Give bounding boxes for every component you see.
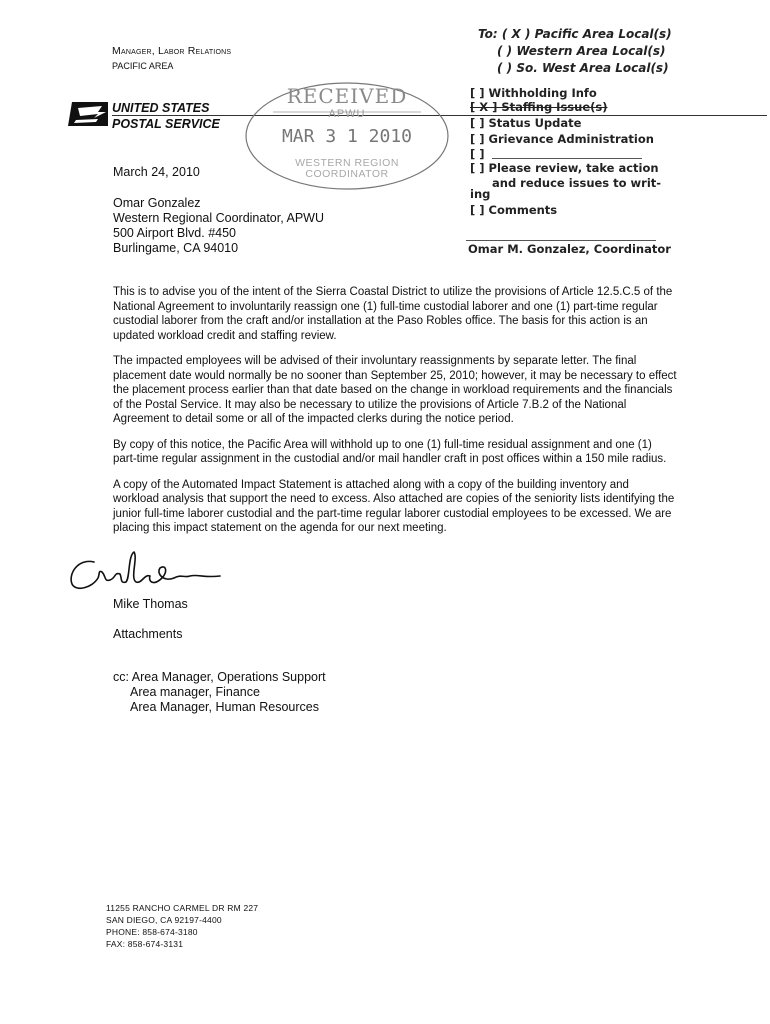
routing-check-withholding: [ ] Withholding Info: [470, 86, 597, 100]
body-paragraph: A copy of the Automated Impact Statement is attached along with a copy of the building inventory and workload analysis that support the need to excess. Also attached are copies of the seniority lists identifying the junior full-time laborer custodial and the part-time regular laborer custodial employees to be excessed. We are placing this impact statement on the agenda for our next meeting.: [113, 478, 675, 534]
routing-to-pacific: To: ( X ) Pacific Area Local(s): [478, 27, 672, 41]
usps-wordmark: [112, 101, 220, 132]
footer-line: 11255 RANCHO CARMEL DR RM 227: [106, 903, 259, 913]
manager-title: Manager, Labor Relations: [112, 45, 232, 57]
usps-wordmark-line2: POSTAL SERVICE: [112, 117, 220, 131]
usps-wordmark-line1: UNITED STATES: [112, 101, 210, 115]
body-paragraph: The impacted employees will be advised of their involuntary reassignments by separate letter. The final placement date would normally be no sooner than September 25, 2010; however, it may be necessary to effect the placement process earlier than that date based on the change in workload requirements and the financials of the Postal Service. It may also be necessary to utilize the provisions of Article 7.B.2 of the National Agreement to detail some or all of the impacted clerks during the notice period.: [113, 355, 677, 425]
routing-check-grievance: [ ] Grievance Administration: [470, 132, 654, 146]
recipient-address: [113, 196, 324, 256]
stamp-org-text: APWU: [328, 108, 366, 120]
address-line: Burlingame, CA 94010: [113, 241, 239, 255]
stamp-date: MAR 3 1 2010: [281, 126, 413, 147]
routing-check-review-cont2: ing: [470, 187, 491, 201]
address-line: Omar Gonzalez: [113, 196, 201, 210]
cc-item: Area manager, Finance: [130, 685, 260, 699]
body-paragraph: This is to advise you of the intent of the Sierra Coastal District to utilize the provisions of Article 12.5.C.5 of the National Agreement to involuntarily reassign one (1) full-time custodial laborer and one (1) part-time regular custodial laborer from the craft and/or installation at the Paso Robles office. The basis for this action is an updated workload credit and staffing review.: [113, 286, 673, 342]
routing-check-review: [ ] Please review, take action: [470, 161, 659, 175]
footer-line: FAX: 858-674-3131: [106, 939, 184, 949]
routing-check-staffing: [ X ] Staffing Issue(s): [470, 100, 608, 114]
routing-southwest: ( ) So. West Area Local(s): [497, 61, 669, 75]
routing-check-comments: [ ] Comments: [470, 203, 558, 217]
routing-check-review-cont: and reduce issues to writ-: [492, 176, 662, 190]
stamp-region-line1: WESTERN REGION: [295, 157, 399, 169]
area-title: PACIFIC AREA: [112, 61, 174, 71]
routing-signer: Omar M. Gonzalez, Coordinator: [468, 242, 671, 256]
routing-blank-line: [492, 158, 642, 159]
cc-item: Area Manager, Human Resources: [130, 700, 319, 714]
cc-list: [113, 670, 326, 715]
footer-line: PHONE: 858-674-3180: [106, 927, 198, 937]
signer-name: Mike Thomas: [113, 597, 188, 611]
cc-item: cc: Area Manager, Operations Support: [113, 670, 326, 684]
letter-body: [113, 285, 678, 547]
routing-check-status: [ ] Status Update: [470, 116, 582, 130]
attachments-label: Attachments: [113, 627, 183, 641]
handwritten-signature: [64, 548, 224, 596]
routing-check-blank: [ ]: [470, 147, 485, 161]
letter-date: March 24, 2010: [113, 165, 200, 179]
stamp-received-text: RECEIVED: [286, 84, 408, 108]
address-line: 500 Airport Blvd. #450: [113, 226, 236, 240]
usps-eagle-logo-icon: [68, 100, 108, 128]
footer-address: [106, 902, 258, 950]
stamp-region: [243, 158, 451, 180]
stamp-region-line2: COORDINATOR: [305, 168, 389, 180]
routing-western: ( ) Western Area Local(s): [497, 44, 666, 58]
routing-signature-line: [466, 240, 656, 241]
address-line: Western Regional Coordinator, APWU: [113, 211, 324, 225]
body-paragraph: By copy of this notice, the Pacific Area will withhold up to one (1) full-time residual assignment and one (1) part-time regular assignment in the custodial and/or mail handler craft in post offices within a 150 mile radius.: [113, 438, 667, 465]
footer-line: SAN DIEGO, CA 92197-4400: [106, 915, 222, 925]
